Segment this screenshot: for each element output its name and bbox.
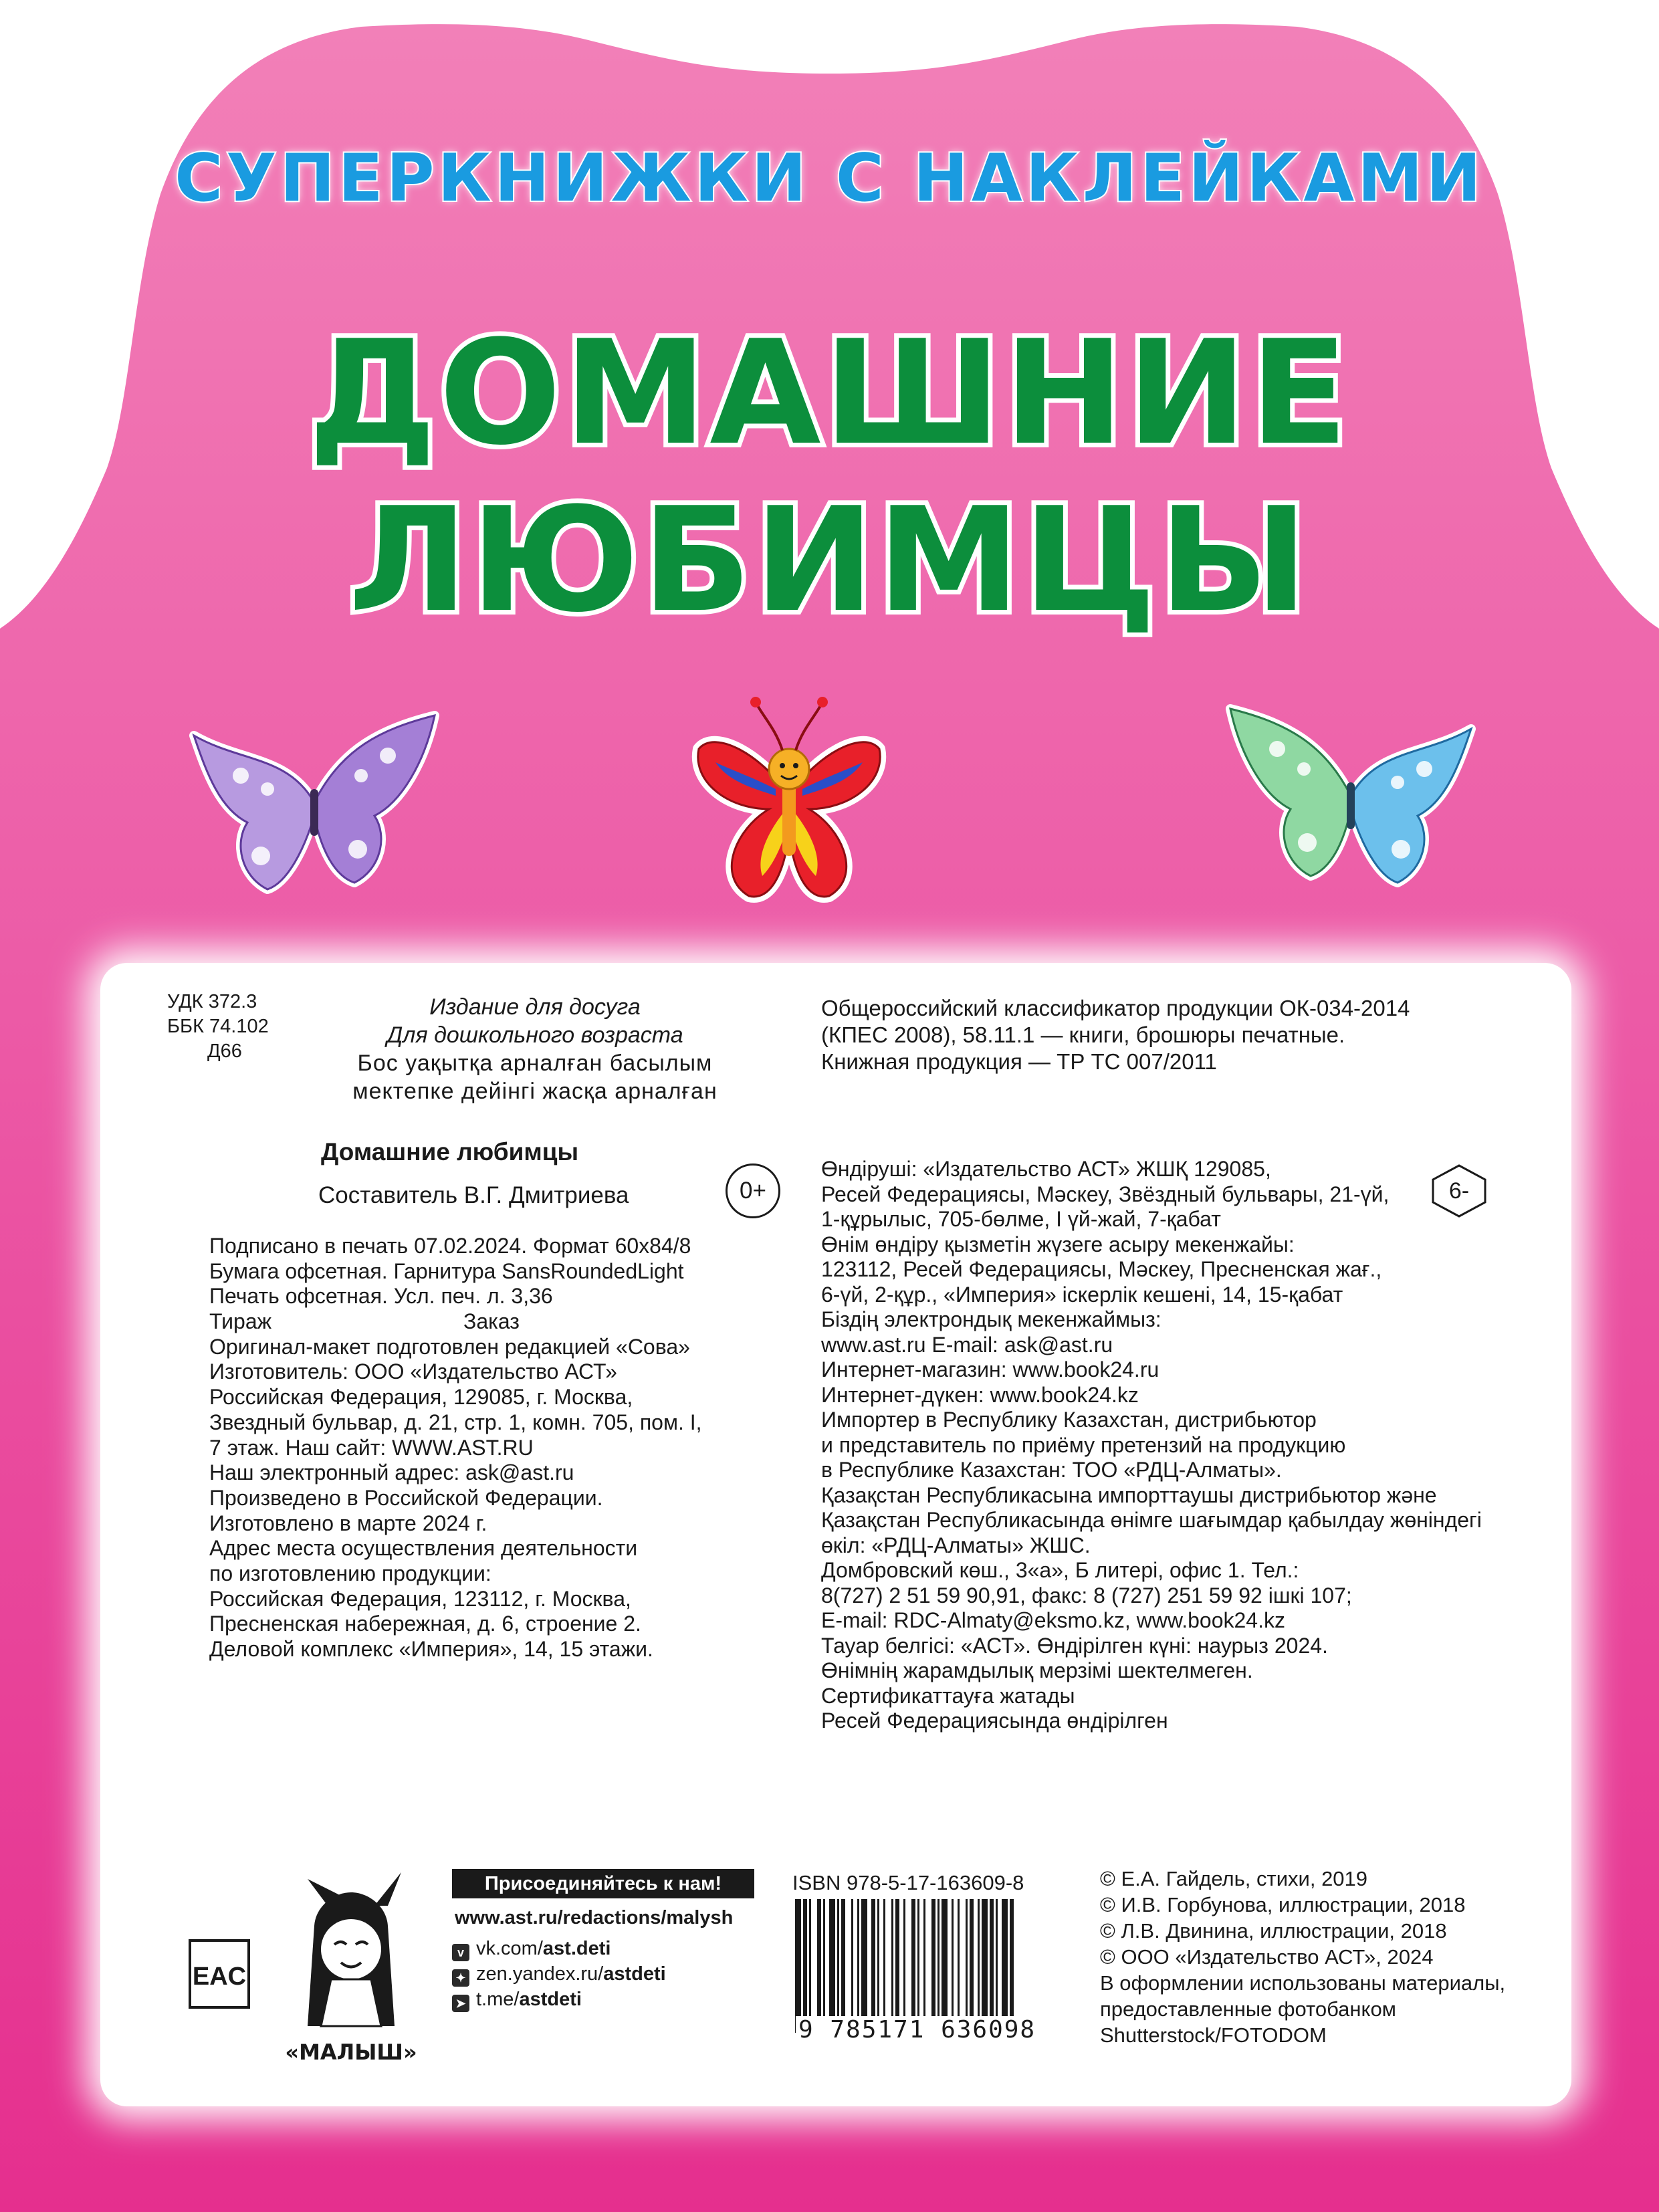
barcode-bar: [823, 1899, 825, 2033]
book-title: Домашние любимцы: [321, 1138, 579, 1166]
barcode-bar: [937, 1899, 939, 2033]
kz-line: 8(727) 2 51 59 90,91, факс: 8 (727) 251 59 92 ішкі 107;: [821, 1583, 1352, 1608]
print-line: Изготовлено в марте 2024 г.: [209, 1511, 487, 1535]
kz-line: Қазақстан Республикасында өнімге шағымдар қабылдау жөніндегі: [821, 1508, 1482, 1532]
kz-line: Өнім өндіру қызметін жүзеге асыру мекенжайы:: [821, 1232, 1295, 1256]
barcode-bar: [857, 1899, 859, 2033]
social-handle: astdeti: [519, 1989, 582, 2010]
social-prefix: t.me/: [476, 1989, 520, 2010]
barcode-bar: [883, 1899, 885, 2033]
kz-line: и представитель по приёму претензий на продукцию: [821, 1432, 1346, 1457]
print-line: Наш электронный адрес: ask@ast.ru: [209, 1460, 574, 1485]
barcode-bar: [803, 1899, 807, 2033]
barcode-bar: [877, 1899, 879, 2033]
social-link-vk[interactable]: [452, 1938, 611, 1961]
copyright-line: © Л.В. Двинина, иллюстрации, 2018: [1100, 1919, 1447, 1943]
kz-line: Тауар белгісі: «АСТ». Өндірілген күні: наурыз 2024.: [821, 1633, 1328, 1658]
print-line: Российская Федерация, 123112, г. Москва,: [209, 1586, 631, 1611]
purple-butterfly-sticker: [187, 702, 441, 903]
age-rating-badge: 0+: [726, 1164, 780, 1218]
barcode-bar: [982, 1899, 988, 2033]
barcode-bar: [958, 1899, 960, 2033]
barcode-bar: [970, 1899, 974, 2033]
malysh-logo-text: «МАЛЫШ»: [285, 2039, 417, 2065]
kz-line: Домбровский көш., 3«а», Б литері, офис 1. Тел.:: [821, 1558, 1299, 1582]
publisher-site-link[interactable]: www.ast.ru/redactions/malysh: [455, 1907, 734, 1928]
print-line: Российская Федерация, 129085, г. Москва,: [209, 1385, 633, 1410]
social-link-telegram[interactable]: [452, 1989, 582, 2012]
edition-note-ru-2: Для дошкольного возраста: [386, 1022, 683, 1048]
social-handle: astdeti: [603, 1963, 666, 1985]
barcode-bar: [829, 1899, 835, 2033]
barcode-bar: [966, 1899, 968, 2033]
edition-note-kz-1: Бос уақытқа арналған басылым: [357, 1050, 713, 1076]
kz-line: 6-үй, 2-құр., «Империя» іскерлік кешені, 14, 15-қабат: [821, 1282, 1343, 1307]
age-rating-kz-label: 6-: [1448, 1178, 1470, 1204]
social-prefix: vk.com/: [476, 1938, 543, 1959]
social-prefix: zen.yandex.ru/: [476, 1963, 604, 1985]
tirazh-label: Тираж: [209, 1309, 272, 1334]
barcode-bar: [851, 1899, 853, 2033]
barcode-bar: [978, 1899, 980, 2033]
barcode-bar: [795, 1899, 801, 2033]
copyright-line: В оформлении использованы материалы,: [1100, 1971, 1506, 1995]
eac-certification-mark: [189, 1939, 250, 2009]
print-line: Пресненская набережная, д. 6, строение 2.: [209, 1612, 641, 1636]
barcode-bar: [809, 1899, 811, 2033]
barcode-bar: [903, 1899, 905, 2033]
okp-line: Общероссийский классификатор продукции ОК-034-2014: [821, 996, 1410, 1020]
barcode-bar: [895, 1899, 899, 2033]
print-line: Изготовитель: ООО «Издательство АСТ»: [209, 1359, 617, 1384]
kz-line: 123112, Ресей Федерациясы, Мәскеу, Пресненская жағ.,: [821, 1257, 1382, 1281]
print-line: Адрес места осуществления деятельности: [209, 1536, 638, 1561]
kz-line: Импортер в Республику Казахстан, дистрибьютор: [821, 1408, 1317, 1432]
kz-line: Ресей Федерациясында өндірілген: [821, 1708, 1168, 1733]
barcode-bar: [996, 1899, 998, 2033]
barcode-bar: [1002, 1899, 1008, 2033]
tirazh-zakaz-line: [209, 1309, 717, 1335]
vk-icon: v: [452, 1944, 469, 1961]
copyright-line: © ООО «Издательство АСТ», 2024: [1100, 1945, 1434, 1969]
barcode-bar: [861, 1899, 867, 2033]
kz-line: Біздің электрондық мекенжаймыз:: [821, 1307, 1162, 1331]
barcode-bar: [917, 1899, 919, 2033]
barcode-bar: [817, 1899, 821, 2033]
kz-line: Сертификаттауға жатады: [821, 1683, 1075, 1708]
kz-line: Интернет-дүкен: www.book24.kz: [821, 1382, 1139, 1407]
compiler-credit: Составитель В.Г. Дмитриева: [318, 1182, 629, 1208]
print-line: Звездный бульвар, д. 21, стр. 1, комн. 705, пом. I,: [209, 1410, 702, 1434]
zen-icon: ✦: [452, 1969, 469, 1987]
barcode-bar: [891, 1899, 893, 2033]
classification-codes: [167, 990, 269, 1064]
social-link-zen[interactable]: [452, 1963, 666, 1987]
barcode-bar: [931, 1899, 935, 2033]
kz-line: Интернет-магазин: www.book24.ru: [821, 1357, 1159, 1381]
barcode-bar: [990, 1899, 994, 2033]
print-line: Оригинал-макет подготовлен редакцией «Сова»: [209, 1334, 690, 1359]
barcode-bar: [952, 1899, 954, 2033]
barcode-bar: [871, 1899, 875, 2033]
print-line: Бумага офсетная. Гарнитура SansRoundedLight: [209, 1258, 684, 1283]
print-line: Деловой комплекс «Империя», 14, 15 этажи.: [209, 1637, 653, 1661]
print-line: 7 этаж. Наш сайт: WWW.AST.RU: [209, 1435, 534, 1460]
copyright-line: © И.В. Горбунова, иллюстрации, 2018: [1100, 1893, 1466, 1916]
print-line: Произведено в Российской Федерации.: [209, 1485, 603, 1510]
okp-line: Книжная продукция — ТР ТС 007/2011: [821, 1049, 1217, 1074]
cover-title-line1: ДОМАШНИЕ: [308, 309, 1351, 477]
barcode-bar: [923, 1899, 925, 2033]
kz-line: 1-құрылыс, 705-бөлме, I үй-жай, 7-қабат: [821, 1207, 1221, 1231]
kz-line: www.ast.ru E-mail: ask@ast.ru: [821, 1332, 1113, 1357]
series-title: СУПЕРКНИЖКИ С НАКЛЕЙКАМИ: [175, 140, 1484, 217]
copyright-line: © Е.А. Гайдель, стихи, 2019: [1100, 1867, 1368, 1890]
kz-line: Ресей Федерациясы, Мәскеу, Звёздный бульвары, 21-үй,: [821, 1182, 1390, 1206]
malysh-publisher-logo: [267, 1866, 435, 2070]
barcode-bar: [1010, 1899, 1014, 2033]
eac-mark-text: EAC: [192, 1963, 247, 1991]
social-handle: ast.deti: [542, 1938, 611, 1959]
telegram-icon: ➤: [452, 1995, 469, 2012]
kz-line: E-mail: RDC-Almaty@eksmo.kz, www.book24.kz: [821, 1608, 1285, 1632]
copyright-line: Shutterstock/FOTODOM: [1100, 2023, 1327, 2047]
cover-title-line2: ЛЮБИМЦЫ: [348, 476, 1311, 644]
copyright-line: предоставленные фотобанком: [1100, 1997, 1396, 2021]
print-line: по изготовлению продукции:: [209, 1561, 491, 1585]
okp-line: (КПЕС 2008), 58.11.1 — книги, брошюры печатные.: [821, 1022, 1345, 1047]
edition-note-kz-2: мектепке дейінгі жасқа арналған: [352, 1079, 717, 1104]
kz-line: в Республике Казахстан: ТОО «РДЦ-Алматы».: [821, 1458, 1282, 1482]
barcode-digits: 9 785171 636098: [796, 2016, 1038, 2043]
edition-notes: [314, 993, 756, 1105]
print-details: [209, 1234, 717, 1662]
barcode-bar: [837, 1899, 839, 2033]
zakaz-label: Заказ: [463, 1309, 520, 1334]
kz-line: Қазақстан Республикасына импорттаушы дистрибьютор және: [821, 1482, 1437, 1507]
bbk-code: ББК 74.102: [167, 1016, 269, 1037]
kz-line: өкіл: «РДЦ-Алматы» ЖШС.: [821, 1533, 1091, 1557]
red-butterfly-sticker: [689, 675, 889, 916]
barcode-bar: [841, 1899, 845, 2033]
manufacturer-details-kz: [821, 1157, 1482, 1734]
print-line: Печать офсетная. Усл. печ. л. 3,36: [209, 1284, 553, 1309]
author-mark: Д66: [207, 1040, 242, 1062]
barcode-bar: [911, 1899, 915, 2033]
join-us-banner: Присоединяйтесь к нам!: [452, 1869, 754, 1898]
copyright-notes: [1100, 1866, 1505, 2048]
edition-note-ru-1: Издание для досуга: [429, 994, 641, 1020]
barcode-bar: [942, 1899, 948, 2033]
print-line: Подписано в печать 07.02.2024. Формат 60x84/8: [209, 1234, 691, 1258]
kz-line: Өндіруші: «Издательство АСТ» ЖШҚ 129085,: [821, 1157, 1271, 1181]
product-classification: [821, 995, 1410, 1075]
udk-code: УДК 372.3: [167, 991, 257, 1012]
kz-line: Өнімнің жарамдылық мерзімі шектелмеген.: [821, 1658, 1253, 1682]
isbn-number: ISBN 978-5-17-163609-8: [792, 1871, 1024, 1894]
green-blue-butterfly-sticker: [1224, 695, 1478, 896]
